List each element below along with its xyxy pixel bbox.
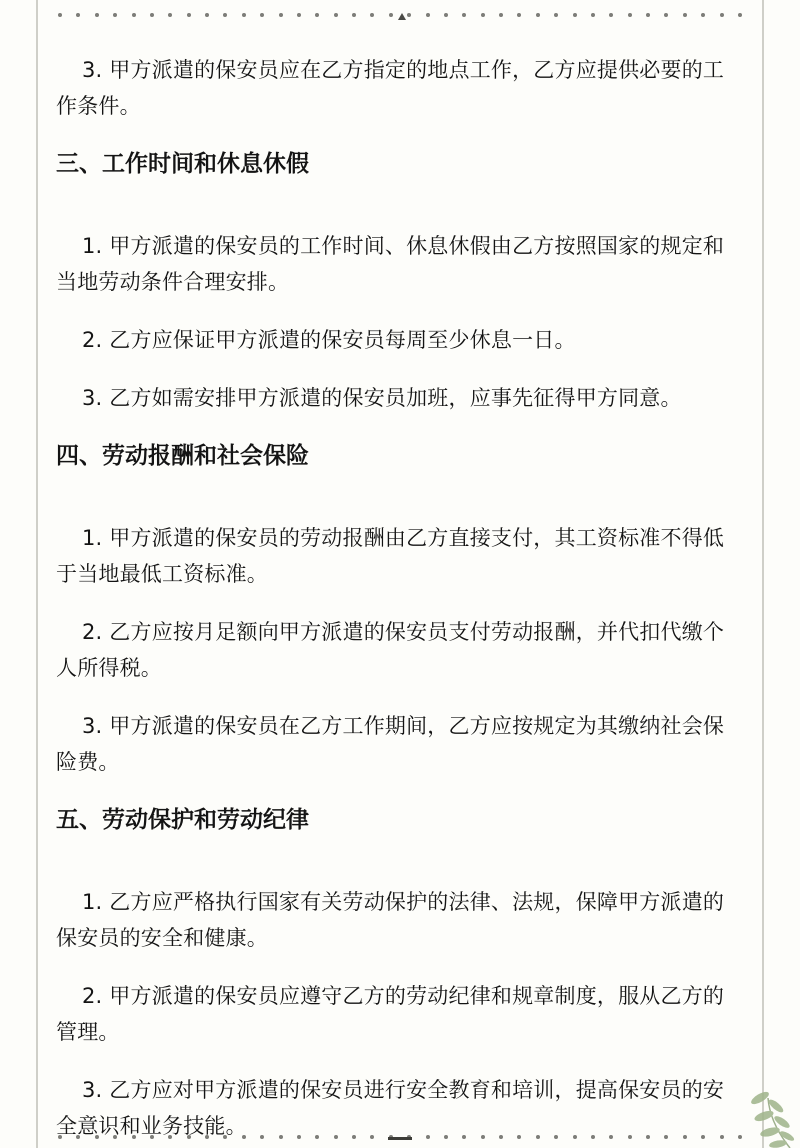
border-dot: [223, 13, 227, 17]
document-body: [56, 52, 744, 1144]
paragraph-5-1: 1. 乙方应严格执行国家有关劳动保护的法律、法规，保障甲方派遣的保安员的安全和健康。: [56, 890, 725, 950]
border-dot: [187, 13, 191, 17]
border-dot: [389, 13, 393, 17]
border-dot: [352, 13, 356, 17]
paragraph-3-3: 3. 乙方如需安排甲方派遣的保安员加班，应事先征得甲方同意。: [82, 386, 682, 410]
border-dot: [168, 13, 172, 17]
border-dot: [738, 13, 742, 17]
border-dot: [573, 13, 577, 17]
border-dot: [113, 13, 117, 17]
border-dot: [646, 13, 650, 17]
paragraph-5-2: 2. 甲方派遣的保安员应遵守乙方的劳动纪律和规章制度，服从乙方的管理。: [56, 984, 725, 1044]
border-dot: [132, 13, 136, 17]
border-dot: [444, 13, 448, 17]
paragraph-5-3: 3. 乙方应对甲方派遣的保安员进行安全教育和培训，提高保安员的安全意识和业务技能。: [56, 1078, 725, 1138]
border-dot: [664, 13, 668, 17]
border-dot: [242, 13, 246, 17]
border-dot: [499, 13, 503, 17]
border-dot: [481, 13, 485, 17]
border-dot: [205, 13, 209, 17]
border-dot: [150, 13, 154, 17]
left-border-line: [36, 0, 38, 1148]
border-dot: [426, 13, 430, 17]
border-dot: [683, 13, 687, 17]
paragraph-2-3: 3. 甲方派遣的保安员应在乙方指定的地点工作，乙方应提供必要的工作条件。: [56, 58, 725, 118]
border-dot: [536, 13, 540, 17]
border-dot: [407, 13, 411, 17]
top-triangle-marker: [398, 13, 406, 20]
section-heading-5: 五、劳动保护和劳动纪律: [56, 807, 309, 833]
border-dot: [334, 13, 338, 17]
border-dot: [315, 13, 319, 17]
border-dot: [462, 13, 466, 17]
paragraph-3-1: 1. 甲方派遣的保安员的工作时间、休息休假由乙方按照国家的规定和当地劳动条件合理安排。: [56, 234, 725, 294]
border-dot: [701, 13, 705, 17]
border-dot: [297, 13, 301, 17]
border-dot: [628, 13, 632, 17]
border-dot: [554, 13, 558, 17]
border-dot: [609, 13, 613, 17]
border-dot: [517, 13, 521, 17]
border-dot: [76, 13, 80, 17]
border-dot: [95, 13, 99, 17]
paragraph-4-1: 1. 甲方派遣的保安员的劳动报酬由乙方直接支付，其工资标准不得低于当地最低工资标准。: [56, 526, 725, 586]
border-dot: [720, 13, 724, 17]
border-dot: [591, 13, 595, 17]
border-dot: [58, 13, 62, 17]
border-dot: [260, 13, 264, 17]
border-dot: [279, 13, 283, 17]
section-heading-3: 三、工作时间和休息休假: [56, 151, 309, 177]
border-dot: [370, 13, 374, 17]
paragraph-4-2: 2. 乙方应按月足额向甲方派遣的保安员支付劳动报酬，并代扣代缴个人所得税。: [56, 620, 725, 680]
right-border-line: [762, 0, 764, 1148]
section-heading-4: 四、劳动报酬和社会保险: [56, 443, 309, 469]
leaf-decoration-icon: [690, 1028, 800, 1148]
paragraph-3-2: 2. 乙方应保证甲方派遣的保安员每周至少休息一日。: [82, 328, 576, 352]
paragraph-4-3: 3. 甲方派遣的保安员在乙方工作期间，乙方应按规定为其缴纳社会保险费。: [56, 714, 725, 774]
